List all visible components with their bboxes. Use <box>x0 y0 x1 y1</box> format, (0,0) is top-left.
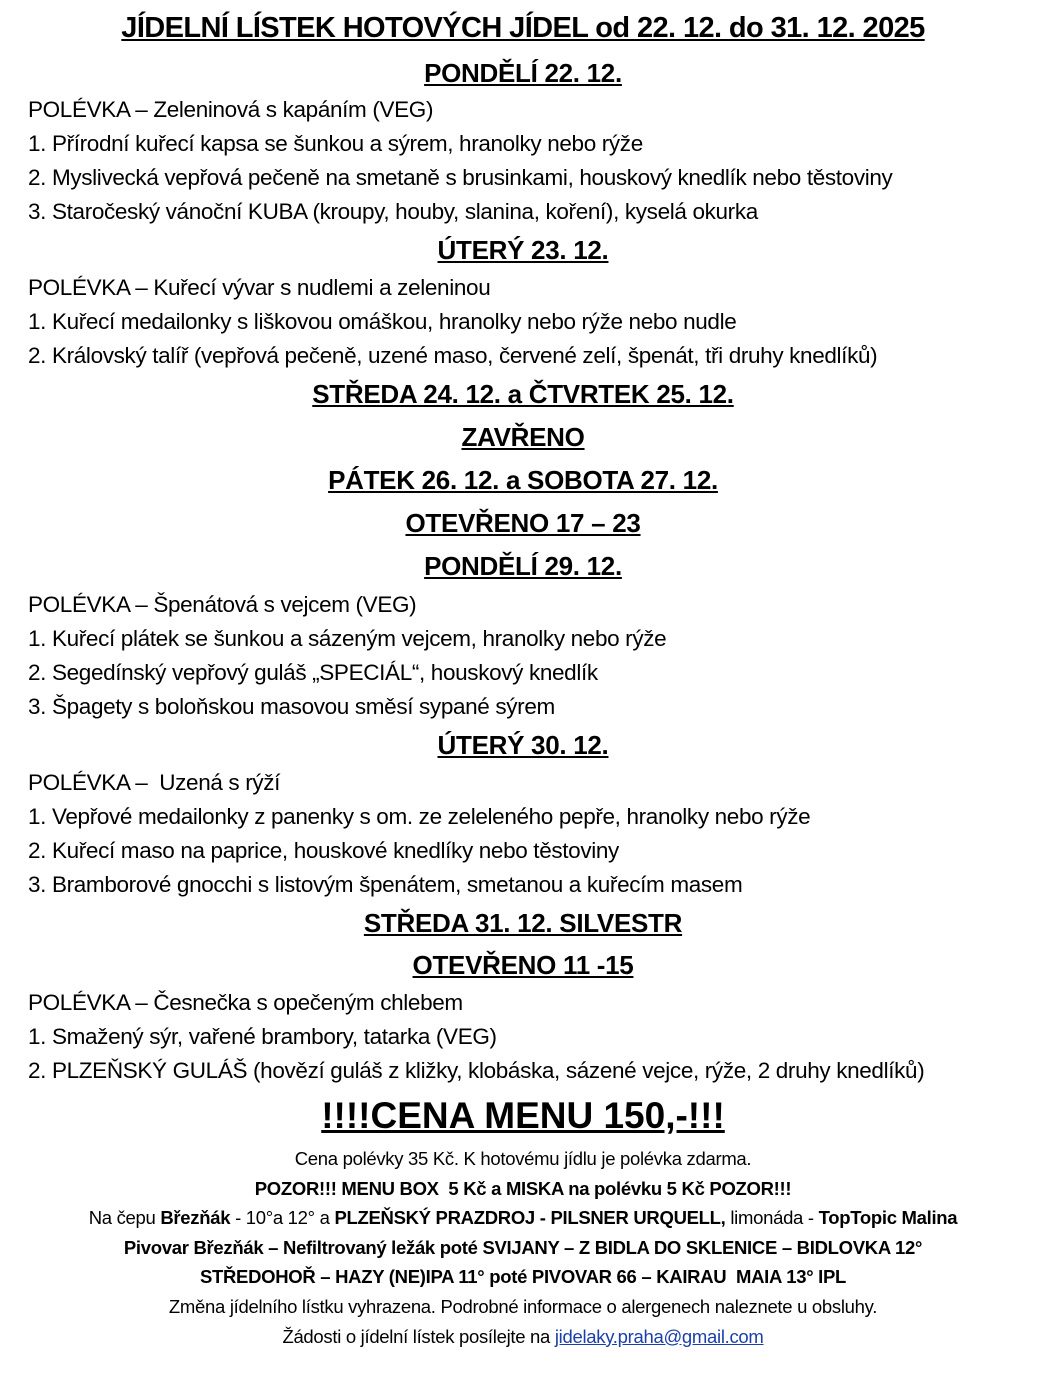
heading-text: PONDĚLÍ 29. 12. <box>424 551 622 581</box>
tap-text: - 10°a 12° a <box>230 1207 335 1229</box>
opening-hours-note <box>0 502 1046 545</box>
note-text: OTEVŘENO 11 -15 <box>412 950 634 980</box>
contact-line <box>0 1322 1046 1352</box>
soup-item: POLÉVKA – Kuřecí vývar s nudlemi a zeleninou <box>28 275 491 300</box>
tap-beers <box>0 1203 1046 1233</box>
heading-text: PÁTEK 26. 12. a SOBOTA 27. 12. <box>328 465 718 495</box>
menu-item: 2. Královský talíř (vepřová pečeně, uzené maso, červené zelí, špenát, tři druhy knedlíků) <box>28 343 878 368</box>
menu-item: 2. Kuřecí maso na paprice, houskové knedlíky nebo těstoviny <box>28 838 619 863</box>
day-heading-tue-30 <box>0 724 1046 766</box>
heading-text: ÚTERÝ 30. 12. <box>437 730 609 760</box>
day-heading-mon-22 <box>0 53 1046 93</box>
menu-item: 3. Bramborové gnocchi s listovým špenátem, smetanou a kuřecím masem <box>28 872 743 897</box>
day-heading-wed-thu <box>0 373 1046 416</box>
heading-text: STŘEDA 24. 12. a ČTVRTEK 25. 12. <box>312 379 734 409</box>
menu-item: 1. Přírodní kuřecí kapsa se šunkou a sýrem, hranolky nebo rýže <box>28 131 643 156</box>
soup-item: POLÉVKA – Uzená s rýží <box>28 770 281 795</box>
day-heading-tue-23 <box>0 229 1046 271</box>
heading-text: ÚTERÝ 23. 12. <box>437 235 609 265</box>
soup-item: POLÉVKA – Špenátová s vejcem (VEG) <box>28 592 417 617</box>
menu-item: 1. Kuřecí plátek se šunkou a sázeným vejcem, hranolky nebo rýže <box>28 626 667 651</box>
opening-hours-note <box>0 944 1046 986</box>
menu-title: JÍDELNÍ LÍSTEK HOTOVÝCH JÍDEL od 22. 12. do 31. 12. 2025 <box>121 12 925 44</box>
beer-line-2: STŘEDOHOŘ – HAZY (NE)IPA 11° poté PIVOVAR 66 – KAIRAU MAIA 13° IPL <box>199 1266 847 1288</box>
soup-item: POLÉVKA – Česnečka s opečeným chlebem <box>28 990 463 1015</box>
email-link[interactable]: jidelaky.praha@gmail.com <box>554 1325 764 1347</box>
day-heading-wed-31 <box>0 902 1046 944</box>
menu-price: !!!!CENA MENU 150,-!!! <box>321 1095 725 1136</box>
tap-text: Na čepu <box>88 1207 161 1229</box>
menu-item: 2. Segedínský vepřový guláš „SPECIÁL“, houskový knedlík <box>28 660 598 685</box>
heading-text: PONDĚLÍ 22. 12. <box>424 58 622 88</box>
contact-text: Žádosti o jídelní lístek posílejte na <box>282 1325 555 1347</box>
tap-brand: TopTopic Malina <box>818 1207 958 1229</box>
note-text: OTEVŘENO 17 – 23 <box>405 508 641 538</box>
soup-price-note: Cena polévky 35 Kč. K hotovému jídlu je polévka zdarma. <box>294 1148 752 1169</box>
heading-text: STŘEDA 31. 12. SILVESTR <box>363 908 683 938</box>
tap-text: limonáda - <box>725 1207 819 1229</box>
disclaimer: Změna jídelního lístku vyhrazena. Podrobné informace o alergenech naleznete u obsluhy. <box>168 1295 878 1317</box>
menu-item: 1. Smažený sýr, vařené brambory, tatarka (VEG) <box>28 1024 497 1049</box>
day-heading-fri-sat <box>0 459 1046 502</box>
box-warning: POZOR!!! MENU BOX 5 Kč a MISKA na polévku 5 Kč POZOR!!! <box>254 1177 792 1199</box>
day-heading-mon-29 <box>0 545 1046 588</box>
note-text: ZAVŘENO <box>461 422 585 452</box>
closed-note <box>0 416 1046 459</box>
menu-item: 3. Špagety s boloňskou masovou směsí sypané sýrem <box>28 694 555 719</box>
menu-item: 2. PLZEŇSKÝ GULÁŠ (hovězí guláš z kližky, klobáska, sázené vejce, rýže, 2 druhy knedlíků) <box>28 1058 925 1083</box>
menu-item: 3. Staročeský vánoční KUBA (kroupy, houby, slanina, koření), kyselá okurka <box>28 199 758 224</box>
tap-brand: Březňák <box>160 1207 231 1229</box>
beer-line-1: Pivovar Březňák – Nefiltrovaný ležák poté SVIJANY – Z BIDLA DO SKLENICE – BIDLOVKA 12° <box>123 1236 923 1258</box>
tap-brand: PLZEŇSKÝ PRAZDROJ - PILSNER URQUELL, <box>334 1207 726 1229</box>
soup-item: POLÉVKA – Zeleninová s kapáním (VEG) <box>28 97 434 122</box>
menu-item: 2. Myslivecká vepřová pečeně na smetaně s brusinkami, houskový knedlík nebo těstoviny <box>28 165 893 190</box>
menu-item: 1. Vepřové medailonky z panenky s om. ze zeleleného pepře, hranolky nebo rýže <box>28 804 811 829</box>
menu-item: 1. Kuřecí medailonky s liškovou omáškou, hranolky nebo rýže nebo nudle <box>28 309 737 334</box>
